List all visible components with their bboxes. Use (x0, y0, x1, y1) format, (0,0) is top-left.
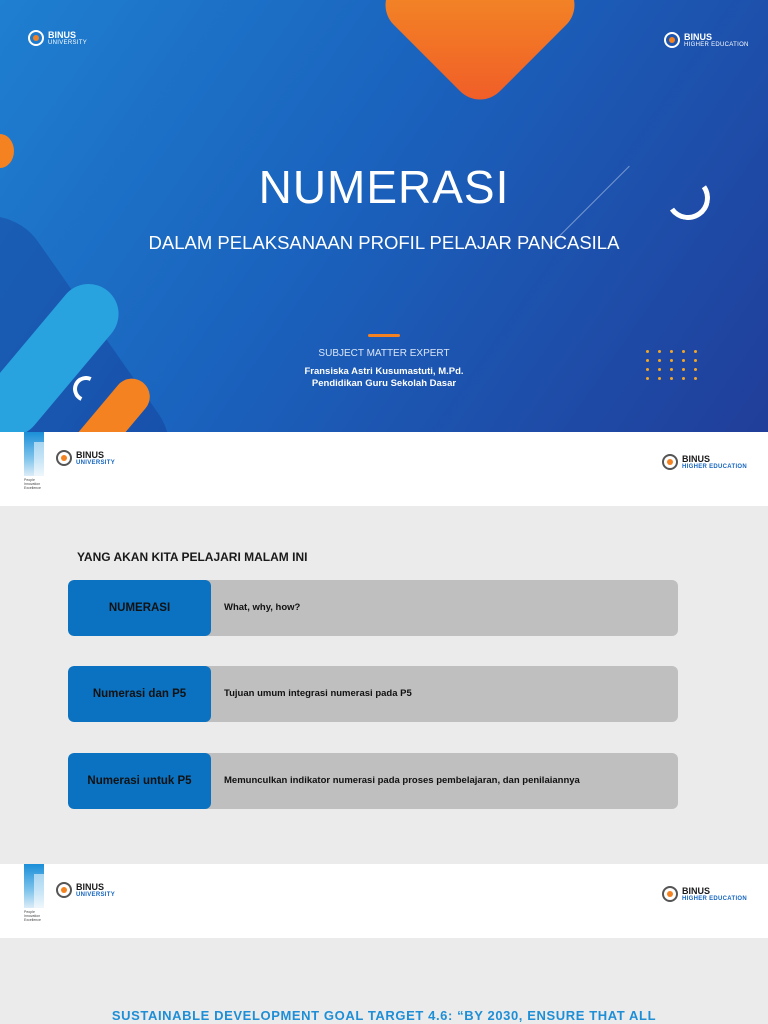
logo-name: BINUS (48, 29, 77, 40)
binus-logo-icon (664, 32, 680, 48)
header-tagline: People Innovation Excellence (24, 478, 41, 490)
author-department: Pendidikan Guru Sekolah Dasar (311, 378, 457, 389)
binus-university-logo (28, 30, 87, 46)
slide-subtitle: DALAM PELAKSANAAN PROFIL PELAJAR PANCASILA (148, 232, 620, 253)
logo-sub: UNIVERSITY (48, 39, 88, 46)
binus-higher-education-logo (662, 886, 747, 902)
orange-diamond-shape (374, 0, 586, 111)
slide-header (0, 864, 768, 938)
binus-logo-icon (662, 886, 678, 902)
accent-bar (368, 334, 400, 337)
role-label: SUBJECT MATTER EXPERT (318, 348, 450, 359)
binus-logo-icon (56, 450, 72, 466)
agenda-row-description: What, why, how? (224, 602, 301, 613)
agenda-row (68, 666, 678, 722)
sdg-slide (0, 864, 768, 1024)
binus-university-logo (56, 450, 115, 466)
author-block (0, 366, 768, 390)
logo-sub: UNIVERSITY (76, 459, 116, 466)
agenda-row (68, 753, 678, 809)
binus-logo-icon (662, 454, 678, 470)
agenda-heading: YANG AKAN KITA PELAJARI MALAM INI (77, 550, 308, 564)
binus-higher-education-logo (664, 32, 749, 48)
binus-university-logo (56, 882, 115, 898)
author-name: Fransiska Astri Kusumastuti, M.Pd. (304, 366, 464, 377)
slide-header (0, 432, 768, 506)
agenda-row-description: Memunculkan indikator numerasi pada proses pembelajaran, dan penilaiannya (224, 775, 580, 786)
logo-sub: HIGHER EDUCATION (682, 895, 748, 902)
binus-higher-education-logo (662, 454, 747, 470)
agenda-slide (0, 432, 768, 864)
logo-name: BINUS (682, 453, 711, 464)
logo-name: BINUS (76, 881, 105, 892)
title-slide (0, 0, 768, 432)
binus-logo-icon (56, 882, 72, 898)
logo-sub: UNIVERSITY (76, 891, 116, 898)
logo-name: BINUS (684, 31, 713, 42)
slide-title: NUMERASI (258, 161, 510, 213)
header-square-decoration (24, 432, 44, 476)
agenda-row-label: Numerasi untuk P5 (68, 753, 211, 809)
agenda-row (68, 580, 678, 636)
agenda-row-label: Numerasi dan P5 (68, 666, 211, 722)
agenda-row-description: Tujuan umum integrasi numerasi pada P5 (224, 688, 412, 699)
binus-logo-icon (28, 30, 44, 46)
agenda-row-label: NUMERASI (68, 580, 211, 636)
logo-sub: HIGHER EDUCATION (682, 463, 748, 470)
sdg-heading: SUSTAINABLE DEVELOPMENT GOAL TARGET 4.6: “BY 2030, ENSURE THAT ALL (111, 1008, 657, 1023)
header-tagline: People Innovation Excellence (24, 910, 41, 922)
header-square-decoration (24, 864, 44, 908)
logo-name: BINUS (682, 885, 711, 896)
logo-name: BINUS (76, 449, 105, 460)
logo-sub: HIGHER EDUCATION (684, 41, 749, 48)
